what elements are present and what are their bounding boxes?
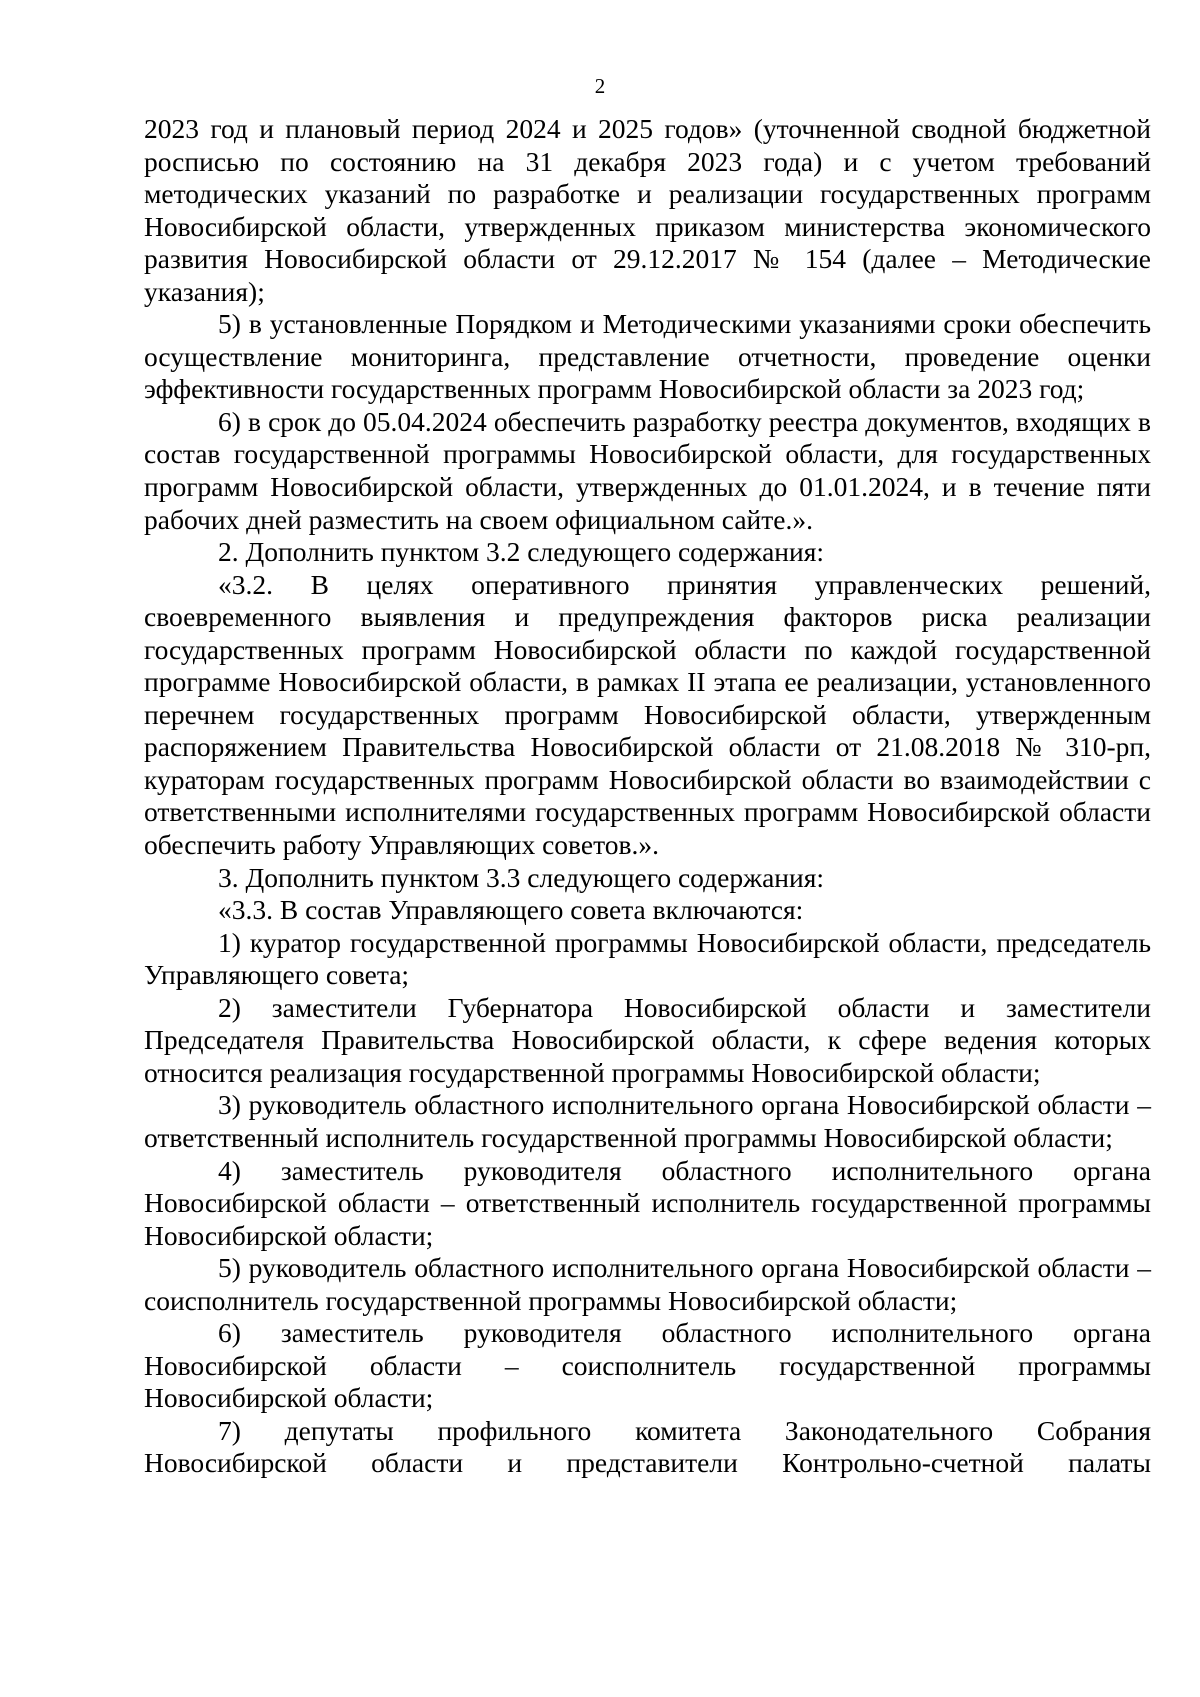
paragraph-member-6: 6) заместитель руководителя областного исполнительного органа Новосибирской области – соисполнитель государственной программы Новосибирской области; xyxy=(144,1317,1151,1414)
paragraph-member-3: 3) руководитель областного исполнительного органа Новосибирской области – ответственный исполнитель государственной программы Новосибирской области; xyxy=(144,1089,1151,1153)
paragraph-member-1: 1) куратор государственной программы Новосибирской области, председатель Управляющего совета; xyxy=(144,926,1151,991)
paragraph-item-5: 5) в установленные Порядком и Методическими указаниями сроки обеспечить осуществление мониторинга, представление отчетности, проведение оценки эффективности государственных программ Новосибирской области за 2023 год; xyxy=(144,308,1151,405)
page-number: 2 xyxy=(594,74,606,98)
document-body xyxy=(144,113,1151,1480)
paragraph-continuation: 2023 год и плановый период 2024 и 2025 годов» (уточненной сводной бюджетной росписью по состоянию на 31 декабря 2023 года) и с учетом требований методических указаний по разработке и реализации государственных программ Новосибирской области, утвержденных приказом министерства экономического развития Новосибирской области от 29.12.2017 № 154 (далее – Методические указания); xyxy=(144,113,1151,307)
paragraph-amendment-2: 2. Дополнить пунктом 3.2 следующего содержания: xyxy=(218,536,824,568)
paragraph-item-6: 6) в срок до 05.04.2024 обеспечить разработку реестра документов, входящих в состав государственной программы Новосибирской области, для государственных программ Новосибирской области, утвержденных до 01.01.2024, и в течение пяти рабочих дней разместить на своем официальном сайте.». xyxy=(144,405,1151,535)
paragraph-clause-3-2: «3.2. В целях оперативного принятия управленческих решений, своевременного выявления и предупреждения факторов риска реализации государственных программ Новосибирской области по каждой государственной программе Новосибирской области, в рамках II этапа ее реализации, установленного перечнем государственных программ Новосибирской области, утвержденным распоряжением Правительства Новосибирской области от 21.08.2018 № 310-рп, кураторам государственных программ Новосибирской области во взаимодействии с ответственными исполнителями государственных программ Новосибирской области обеспечить работу Управляющих советов.». xyxy=(144,568,1151,861)
paragraph-member-2: 2) заместители Губернатора Новосибирской области и заместители Председателя Правительства Новосибирской области, к сфере ведения которых относится реализация государственной программы Новосибирской области; xyxy=(144,991,1151,1088)
paragraph-amendment-3: 3. Дополнить пунктом 3.3 следующего содержания: xyxy=(218,861,824,893)
paragraph-member-7: 7) депутаты профильного комитета Законодательного Собрания Новосибирской области и представители Контрольно-счетной палаты xyxy=(144,1414,1151,1479)
paragraph-member-5: 5) руководитель областного исполнительного органа Новосибирской области – соисполнитель государственной программы Новосибирской области; xyxy=(144,1252,1151,1316)
paragraph-member-4: 4) заместитель руководителя областного исполнительного органа Новосибирской области – ответственный исполнитель государственной программы Новосибирской области; xyxy=(144,1154,1151,1251)
paragraph-clause-3-3: «3.3. В состав Управляющего совета включаются: xyxy=(218,894,804,926)
